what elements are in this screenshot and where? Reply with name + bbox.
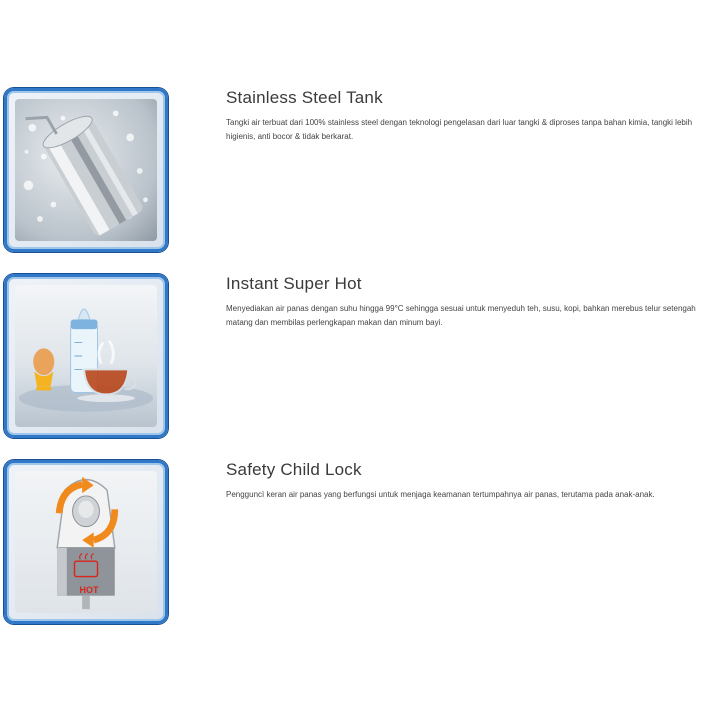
- feature-description: Menyediakan air panas dengan suhu hingga 99°C sehingga sesuai untuk menyeduh teh, susu, kopi, bahkan merebus telur setengah matang dan membilas perlengkapan makan dan minum bayi.: [226, 304, 696, 327]
- feature-title: Instant Super Hot: [226, 274, 362, 293]
- instant-super-hot-image: [4, 274, 168, 438]
- steel-tank-illustration: [15, 99, 157, 241]
- hot-label: HOT: [79, 585, 99, 595]
- stainless-steel-tank-image: [4, 88, 168, 252]
- feature-title: Safety Child Lock: [226, 460, 362, 479]
- feature-title: Stainless Steel Tank: [226, 88, 383, 107]
- hot-drinks-illustration: [15, 285, 157, 427]
- feature-safety-child-lock: [0, 460, 726, 630]
- safety-child-lock-image: [4, 460, 168, 624]
- feature-instant-super-hot: [0, 274, 726, 444]
- feature-description: Tangki air terbuat dari 100% stainless steel dengan teknologi pengelasan dari luar tangki & diproses tanpa bahan kimia, tangki lebih higienis, anti bocor & tidak berkarat.: [226, 118, 693, 141]
- feature-stainless-steel-tank: [0, 88, 726, 258]
- feature-description: Pengguncì keran air panas yang berfungsi untuk menjaga keamanan tertumpahnya air panas, terutama pada anak-anak.: [226, 490, 655, 499]
